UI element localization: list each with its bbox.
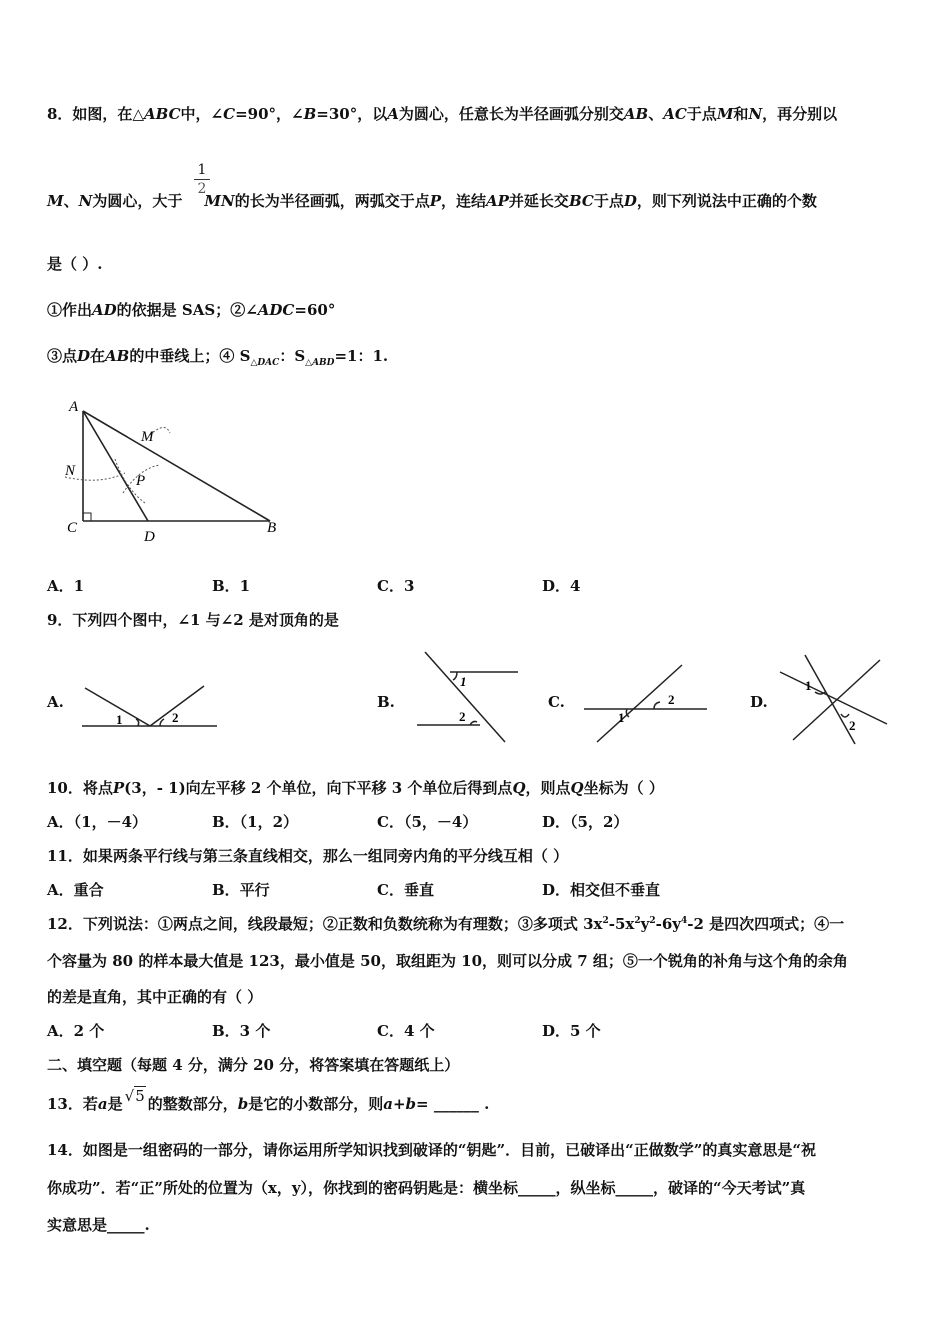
q12-stem-line2: 个容量为 80 的样本最大值是 123，最小值是 50，取组距为 10，则可以分成 7 组；⑤一个锐角的补角与这个角的余角: [47, 952, 848, 970]
q10-option-d[interactable]: D．（5，2）: [542, 813, 629, 831]
label-B: B: [267, 520, 277, 536]
q10-option-b[interactable]: B．（1，2）: [212, 813, 299, 831]
q11-option-d[interactable]: D．相交但不垂直: [542, 881, 661, 899]
label-D: D: [144, 529, 155, 545]
q10-stem: 10．将点P(3，- 1)向左平移 2 个单位，向下平移 3 个单位后得到点Q，则点Q坐标为（ ）: [47, 779, 664, 797]
fraction-denominator: 2: [197, 181, 207, 197]
q12-option-d[interactable]: D．5 个: [542, 1022, 601, 1040]
q11-stem: 11．如果两条平行线与第三条直线相交，那么一组同旁内角的平分线互相（ ）: [47, 847, 569, 865]
label-M: M: [141, 429, 154, 445]
angle-2-label: 2: [172, 710, 179, 725]
q9-figure-c[interactable]: [582, 662, 710, 747]
angle-1-label: 1: [116, 712, 123, 727]
q8-option-a[interactable]: A．1: [47, 577, 85, 595]
q9-option-a-label[interactable]: A.: [47, 693, 64, 711]
label-N: N: [65, 463, 76, 479]
q11-option-b[interactable]: B．平行: [212, 881, 270, 899]
q14-stem-line1: 14．如图是一组密码的一部分，请你运用所学知识找到破译的“钥匙”．目前，已破译出“正做数学”的真实意思是“祝: [47, 1141, 817, 1159]
label-A: A: [69, 399, 79, 415]
q8-stem-line1: 8．如图，在△ABC中，∠C=90°，∠B=30°，以A为圆心，任意长为半径画弧分别交AB、AC于点M和N，再分别以: [47, 105, 838, 123]
q12-stem-line1: 12．下列说法：①两点之间，线段最短；②正数和负数统称为有理数；③多项式 $3x^2-5x^2y^2-6y^4-2$ 是四次四项式；④一: [47, 915, 845, 933]
fraction-numerator: 1: [197, 162, 207, 178]
q12-option-b[interactable]: B．3 个: [212, 1022, 271, 1040]
section-2-heading: 二、填空题（每题 4 分，满分 20 分，将答案填在答题纸上）: [47, 1056, 460, 1074]
q8-triangle-figure: [55, 393, 295, 548]
q9-option-d-label[interactable]: D.: [750, 693, 768, 711]
q12-option-c[interactable]: C．4 个: [377, 1022, 435, 1040]
q9-figure-b[interactable]: [415, 650, 525, 745]
label-C: C: [67, 520, 78, 536]
q12-stem-line3: 的差是直角，其中正确的有（ ）: [47, 988, 263, 1006]
q12-option-a[interactable]: A．2 个: [47, 1022, 105, 1040]
q9-figure-d[interactable]: [775, 652, 890, 747]
angle-1-label: 1: [805, 678, 812, 693]
q8-stem-line3: 是（ ）.: [47, 255, 103, 273]
angle-2-label: 2: [668, 692, 675, 707]
q10-option-c[interactable]: C．（5，－4）: [377, 813, 478, 831]
q14-stem-line2: 你成功”．若“正”所处的位置为（x，y），你找到的密码钥匙是：横坐标_____，纵坐标_____，破译的“今天考试”真: [47, 1179, 806, 1197]
q8-option-c[interactable]: C．3: [377, 577, 415, 595]
q13-stem: 13．若a是 √5 的整数部分，b是它的小数部分，则a+b= ______ .: [47, 1087, 490, 1113]
q10-option-a[interactable]: A．（1，－4）: [47, 813, 148, 831]
q9-stem: 9．下列四个图中，∠1 与∠2 是对顶角的是: [47, 611, 339, 629]
angle-1-label: 1: [618, 710, 625, 725]
sqrt-5: √5: [124, 1087, 145, 1105]
angle-2-label: 2: [849, 718, 856, 733]
q9-option-c-label[interactable]: C.: [548, 693, 565, 711]
angle-1-label: 1: [460, 674, 467, 689]
q11-option-a[interactable]: A．重合: [47, 881, 104, 899]
q8-statement-1: ①作出AD的依据是 SAS；②∠ADC=60°: [47, 301, 336, 319]
label-P: P: [136, 473, 146, 489]
q9-figure-a[interactable]: [80, 683, 220, 733]
q8-statement-2: ③点D在AB的中垂线上；④ $S_{\triangle DAC}$：$S_{\triangle ABD}=1$：1.: [47, 347, 389, 368]
q8-stem-line2: M、N为圆心，大于 MN的长为半径画弧，两弧交于点P，连结AP并延长交BC于点D，则下列说法中正确的个数: [47, 192, 817, 210]
q9-option-b-label[interactable]: B.: [377, 693, 395, 711]
q8-option-b[interactable]: B．1: [212, 577, 251, 595]
q14-stem-line3: 实意思是_____.: [47, 1216, 150, 1234]
q11-option-c[interactable]: C．垂直: [377, 881, 434, 899]
angle-2-label: 2: [459, 709, 466, 724]
q8-option-d[interactable]: D．4: [542, 577, 581, 595]
